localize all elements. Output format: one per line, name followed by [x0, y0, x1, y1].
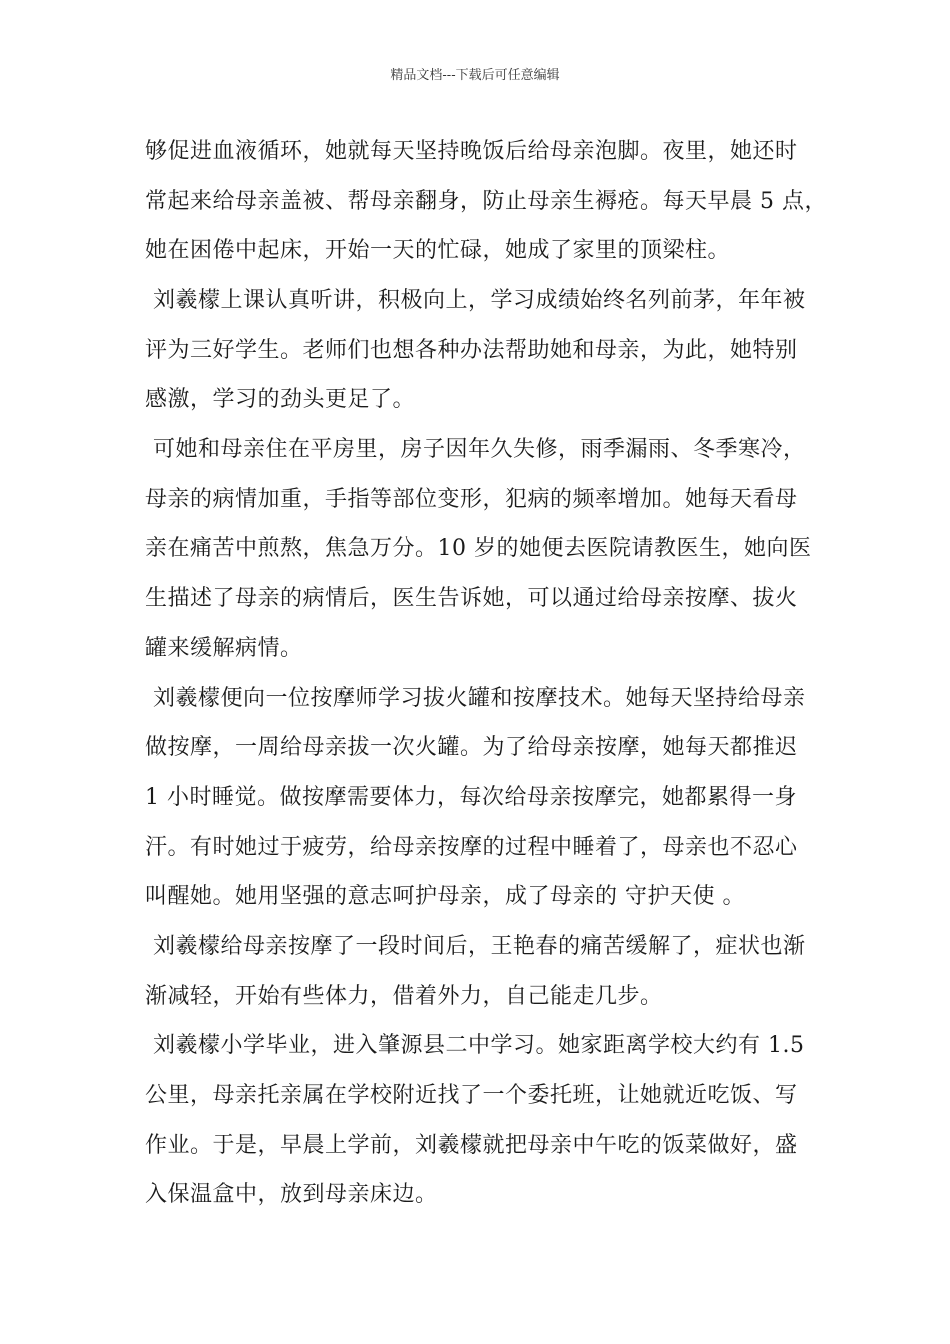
text-line: 叫醒她。她用坚强的意志呵护母亲，成了母亲的 守护天使 。 — [145, 884, 745, 909]
text-line: 评为三好学生。老师们也想各种办法帮助她和母亲，为此，她特别 — [145, 338, 798, 363]
text-line: 刘羲檬给母亲按摩了一段时间后，王艳春的痛苦缓解了，症状也渐 — [153, 934, 806, 959]
text-line: 亲在痛苦中煎熬，焦急万分。10 岁的她便去医院请教医生，她向医 — [145, 536, 812, 561]
text-line: 作业。于是，早晨上学前，刘羲檬就把母亲中午吃的饭菜做好，盛 — [145, 1133, 798, 1158]
text-line: 1 小时睡觉。做按摩需要体力，每次给母亲按摩完，她都累得一身 — [145, 785, 797, 810]
text-line: 汗。有时她过于疲劳，给母亲按摩的过程中睡着了，母亲也不忍心 — [145, 835, 798, 860]
text-line: 做按摩，一周给母亲拔一次火罐。为了给母亲按摩，她每天都推迟 — [145, 735, 798, 760]
text-line: 刘羲檬便向一位按摩师学习拔火罐和按摩技术。她每天坚持给母亲 — [153, 686, 806, 711]
text-line: 母亲的病情加重，手指等部位变形，犯病的频率增加。她每天看母 — [145, 487, 798, 512]
text-line: 罐来缓解病情。 — [145, 636, 303, 661]
text-line: 常起来给母亲盖被、帮母亲翻身，防止母亲生褥疮。每天早晨 5 点， — [145, 189, 827, 214]
text-line: 入保温盒中，放到母亲床边。 — [145, 1182, 438, 1207]
text-line: 可她和母亲住在平房里，房子因年久失修，雨季漏雨、冬季寒冷， — [153, 437, 806, 462]
text-line: 刘羲檬上课认真听讲，积极向上，学习成绩始终名列前茅，年年被 — [153, 288, 806, 313]
text-line: 感激，学习的劲头更足了。 — [145, 387, 416, 412]
text-line: 刘羲檬小学毕业，进入肇源县二中学习。她家距离学校大约有 1.5 — [153, 1033, 805, 1058]
text-line: 她在困倦中起床，开始一天的忙碌，她成了家里的顶梁柱。 — [145, 238, 731, 263]
text-line: 公里，母亲托亲属在学校附近找了一个委托班，让她就近吃饭、写 — [145, 1083, 798, 1108]
text-line: 渐减轻，开始有些体力，借着外力，自己能走几步。 — [145, 984, 663, 1009]
text-line: 生描述了母亲的病情后，医生告诉她，可以通过给母亲按摩、拔火 — [145, 586, 798, 611]
text-line: 够促进血液循环，她就每天坚持晚饭后给母亲泡脚。夜里，她还时 — [145, 139, 798, 164]
page-header: 精品文档---下载后可任意编辑 — [390, 68, 560, 83]
